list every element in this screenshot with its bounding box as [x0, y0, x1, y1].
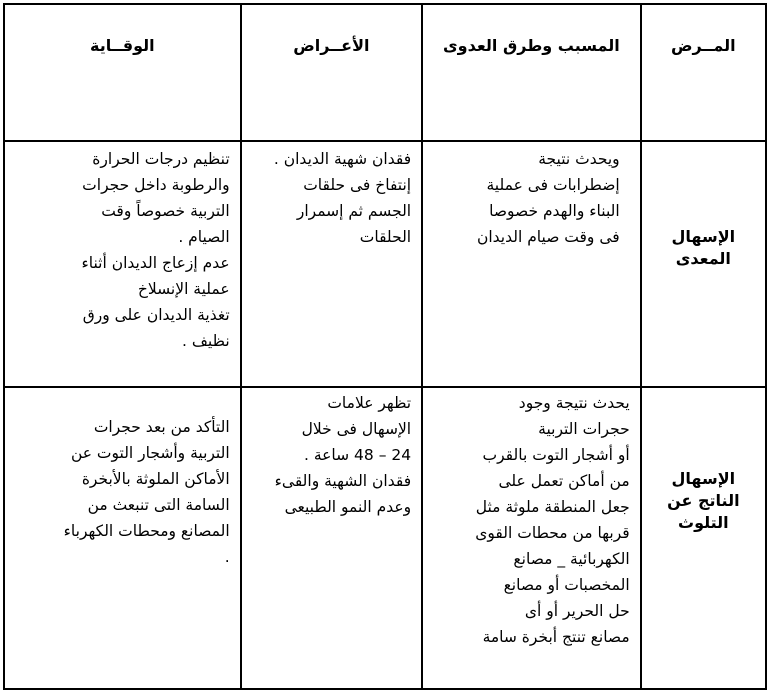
- prevention-cell: [4, 141, 241, 387]
- symptoms-cell: [241, 141, 422, 387]
- prevention-line: الصيام .: [178, 228, 230, 246]
- disease-name: الإسهال الناتج عن التلوث: [667, 469, 740, 532]
- header-cause: المسبب وطرق العدوى: [422, 4, 641, 141]
- cause-line: جعل المنطقة ملوثة مثل: [475, 498, 630, 516]
- symptom-line: الحلقات: [359, 228, 412, 246]
- disease-name: الإسهال المعدى: [671, 227, 736, 268]
- header-disease: المــرض: [641, 4, 766, 141]
- cause-line: البناء والهدم خصوصا: [489, 202, 620, 220]
- table-header-row: [4, 4, 766, 141]
- prevention-line: السامة التى تنبعث من: [87, 496, 230, 514]
- cause-line: الكهربائية _ مصانع: [513, 550, 630, 568]
- prevention-line: التربية وأشجار التوت عن: [70, 444, 230, 462]
- symptom-line: إنتفاخ فى حلقات: [303, 176, 412, 194]
- cause-line: حل الحرير أو أى: [524, 602, 630, 620]
- cause-line: من أماكن تعمل على: [498, 472, 630, 490]
- symptom-line: وعدم النمو الطبيعى: [284, 498, 412, 516]
- symptoms-cell: [241, 387, 422, 689]
- cause-line: فى وقت صيام الديدان: [476, 228, 620, 246]
- prevention-line: التربية خصوصاً وقت: [101, 202, 230, 220]
- prevention-line: تغذية الديدان على ورق: [82, 306, 230, 324]
- cause-line: حجرات التربية: [538, 420, 630, 438]
- prevention-line: .: [224, 548, 230, 566]
- header-symptoms: الأعــراض: [241, 4, 422, 141]
- cause-line: المخصبات أو مصانع: [503, 576, 630, 594]
- symptom-line: 24 – 48 ساعة .: [303, 446, 412, 464]
- symptom-line: فقدان شهية الديدان .: [273, 150, 412, 168]
- prevention-cell: [4, 387, 241, 689]
- prevention-line: نظيف .: [182, 332, 230, 350]
- cause-line: ويحدث نتيجة: [538, 150, 620, 168]
- disease-table: [3, 3, 767, 690]
- symptom-line: فقدان الشهية والقىء: [274, 472, 412, 490]
- cause-line: مصانع تنتج أبخرة سامة: [482, 628, 630, 646]
- cause-cell: [422, 387, 641, 689]
- disease-cell: [641, 141, 766, 387]
- table-row: [4, 141, 766, 387]
- cause-line: يحدث نتيجة وجود: [518, 394, 630, 412]
- prevention-line: عملية الإنسلاخ: [137, 280, 230, 298]
- table-row: [4, 387, 766, 689]
- prevention-line: التأكد من بعد حجرات: [93, 418, 230, 436]
- cause-line: قربها من محطات القوى: [475, 524, 630, 542]
- symptom-line: الجسم ثم إسمرار: [296, 202, 412, 220]
- cause-cell: [422, 141, 641, 387]
- cause-line: إضطرابات فى عملية: [486, 176, 620, 194]
- prevention-line: عدم إزعاج الديدان أثناء: [81, 254, 230, 272]
- disease-cell: [641, 387, 766, 689]
- prevention-line: والرطوبة داخل حجرات: [82, 176, 230, 194]
- symptom-line: تظهر علامات: [327, 394, 412, 412]
- symptom-line: الإسهال فى خلال: [301, 420, 412, 438]
- prevention-line: المصانع ومحطات الكهرباء: [63, 522, 230, 540]
- header-prevention: الوقــاية: [4, 4, 241, 141]
- prevention-line: الأماكن الملوثة بالأبخرة: [81, 470, 230, 488]
- prevention-line: تنظيم درجات الحرارة: [92, 150, 230, 168]
- cause-line: أو أشجار التوت بالقرب: [482, 446, 630, 464]
